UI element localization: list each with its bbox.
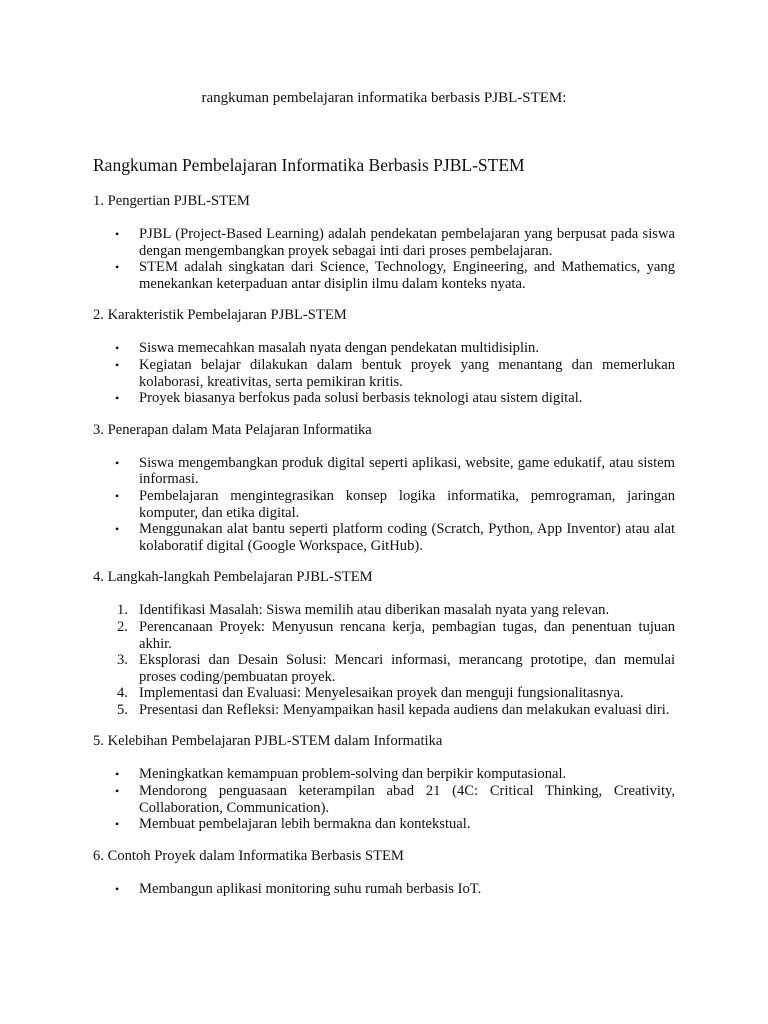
bullet-icon: • [115, 488, 120, 503]
list-number: 2. [117, 618, 128, 635]
list-item-text: Eksplorasi dan Desain Solusi: Mencari informasi, merancang prototipe, dan memulai proses coding/pembuatan proyek. [139, 652, 675, 685]
list-number: 3. [117, 652, 128, 669]
list-item-text: Siswa mengembangkan produk digital seperti aplikasi, website, game edukatif, atau sistem informasi. [139, 454, 675, 488]
list-item [93, 766, 675, 783]
bullet-list [93, 881, 675, 898]
list-item-text: Menggunakan alat bantu seperti platform coding (Scratch, Python, App Inventor) atau alat kolaboratif digital (Google Workspace, GitHub). [139, 521, 675, 554]
list-item-text: Perencanaan Proyek: Menyusun rencana kerja, pembagian tugas, dan penentuan tujuan akhir. [139, 618, 675, 652]
list-number: 1. [117, 602, 128, 619]
bullet-icon: • [115, 522, 120, 537]
list-item [93, 259, 675, 292]
list-item [93, 619, 675, 652]
list-item-text: Meningkatkan kemampuan problem-solving dan berpikir komputasional. [139, 766, 567, 783]
bullet-icon: • [115, 784, 120, 799]
list-item-text: Identifikasi Masalah: Siswa memilih atau diberikan masalah nyata yang relevan. [139, 602, 610, 619]
bullet-icon: • [115, 260, 120, 275]
list-item-text: Pembelajaran mengintegrasikan konsep logika informatika, pemrograman, jaringan komputer, dan etika digital. [139, 487, 675, 521]
list-item [93, 340, 675, 357]
bullet-icon: • [115, 227, 120, 241]
bullet-icon: • [115, 455, 120, 470]
document-body [93, 193, 675, 912]
section-heading: 5. Kelebihan Pembelajaran PJBL-STEM dalam Informatika [93, 733, 443, 750]
list-item [93, 685, 675, 702]
numbered-list [93, 602, 675, 718]
list-item [93, 702, 675, 719]
section-heading: 4. Langkah-langkah Pembelajaran PJBL-STEM [93, 569, 373, 586]
document-header: rangkuman pembelajaran informatika berbasis PJBL-STEM: [201, 90, 567, 106]
list-item-text: Proyek biasanya berfokus pada solusi berbasis teknologi atau sistem digital. [139, 390, 583, 407]
document-title: Rangkuman Pembelajaran Informatika Berbasis PJBL-STEM [93, 155, 525, 175]
bullet-icon: • [115, 817, 120, 832]
section-heading: 3. Penerapan dalam Mata Pelajaran Informatika [93, 421, 372, 438]
bullet-icon: • [115, 391, 120, 406]
list-item [93, 783, 675, 816]
section-heading: 6. Contoh Proyek dalam Informatika Berbasis STEM [93, 847, 404, 864]
list-item-text: Kegiatan belajar dilakukan dalam bentuk proyek yang menantang dan memerlukan kolaborasi, kreativitas, serta pemikiran kritis. [139, 356, 675, 390]
bullet-list [93, 455, 675, 555]
list-number: 4. [117, 685, 128, 702]
list-item-text: Siswa memecahkan masalah nyata dengan pendekatan multidisiplin. [139, 340, 539, 357]
bullet-list [93, 766, 675, 832]
list-item-text: STEM adalah singkatan dari Science, Technology, Engineering, and Mathematics, yang menekankan keterpaduan antar disiplin ilmu dalam konteks nyata. [139, 259, 675, 292]
bullet-list [93, 226, 675, 292]
bullet-icon: • [115, 357, 120, 372]
list-item-text: Mendorong penguasaan keterampilan abad 21 (4C: Critical Thinking, Creativity, Collaboration, Communication). [139, 783, 675, 816]
list-item [93, 455, 675, 488]
bullet-list [93, 340, 675, 406]
bullet-icon: • [115, 881, 120, 896]
list-item [93, 602, 675, 619]
list-item-text: Membangun aplikasi monitoring suhu rumah berbasis IoT. [139, 880, 482, 897]
list-item-text: Membuat pembelajaran lebih bermakna dan kontekstual. [139, 816, 471, 833]
list-item [93, 521, 675, 554]
list-item [93, 357, 675, 390]
list-item-text: Presentasi dan Refleksi: Menyampaikan hasil kepada audiens dan melakukan evaluasi diri. [139, 701, 670, 718]
list-item [93, 881, 675, 898]
list-item [93, 816, 675, 833]
list-number: 5. [117, 701, 128, 718]
list-item [93, 226, 675, 259]
list-item [93, 652, 675, 685]
list-item [93, 390, 675, 407]
bullet-icon: • [115, 341, 120, 356]
list-item-text: PJBL (Project-Based Learning) adalah pendekatan pembelajaran yang berpusat pada siswa dengan mengembangkan proyek sebagai inti dari proses pembelajaran. [139, 226, 675, 259]
list-item-text: Implementasi dan Evaluasi: Menyelesaikan proyek dan menguji fungsionalitasnya. [139, 685, 624, 702]
bullet-icon: • [115, 767, 120, 782]
section-heading: 1. Pengertian PJBL-STEM [93, 193, 250, 209]
list-item [93, 488, 675, 521]
section-heading: 2. Karakteristik Pembelajaran PJBL-STEM [93, 307, 347, 324]
